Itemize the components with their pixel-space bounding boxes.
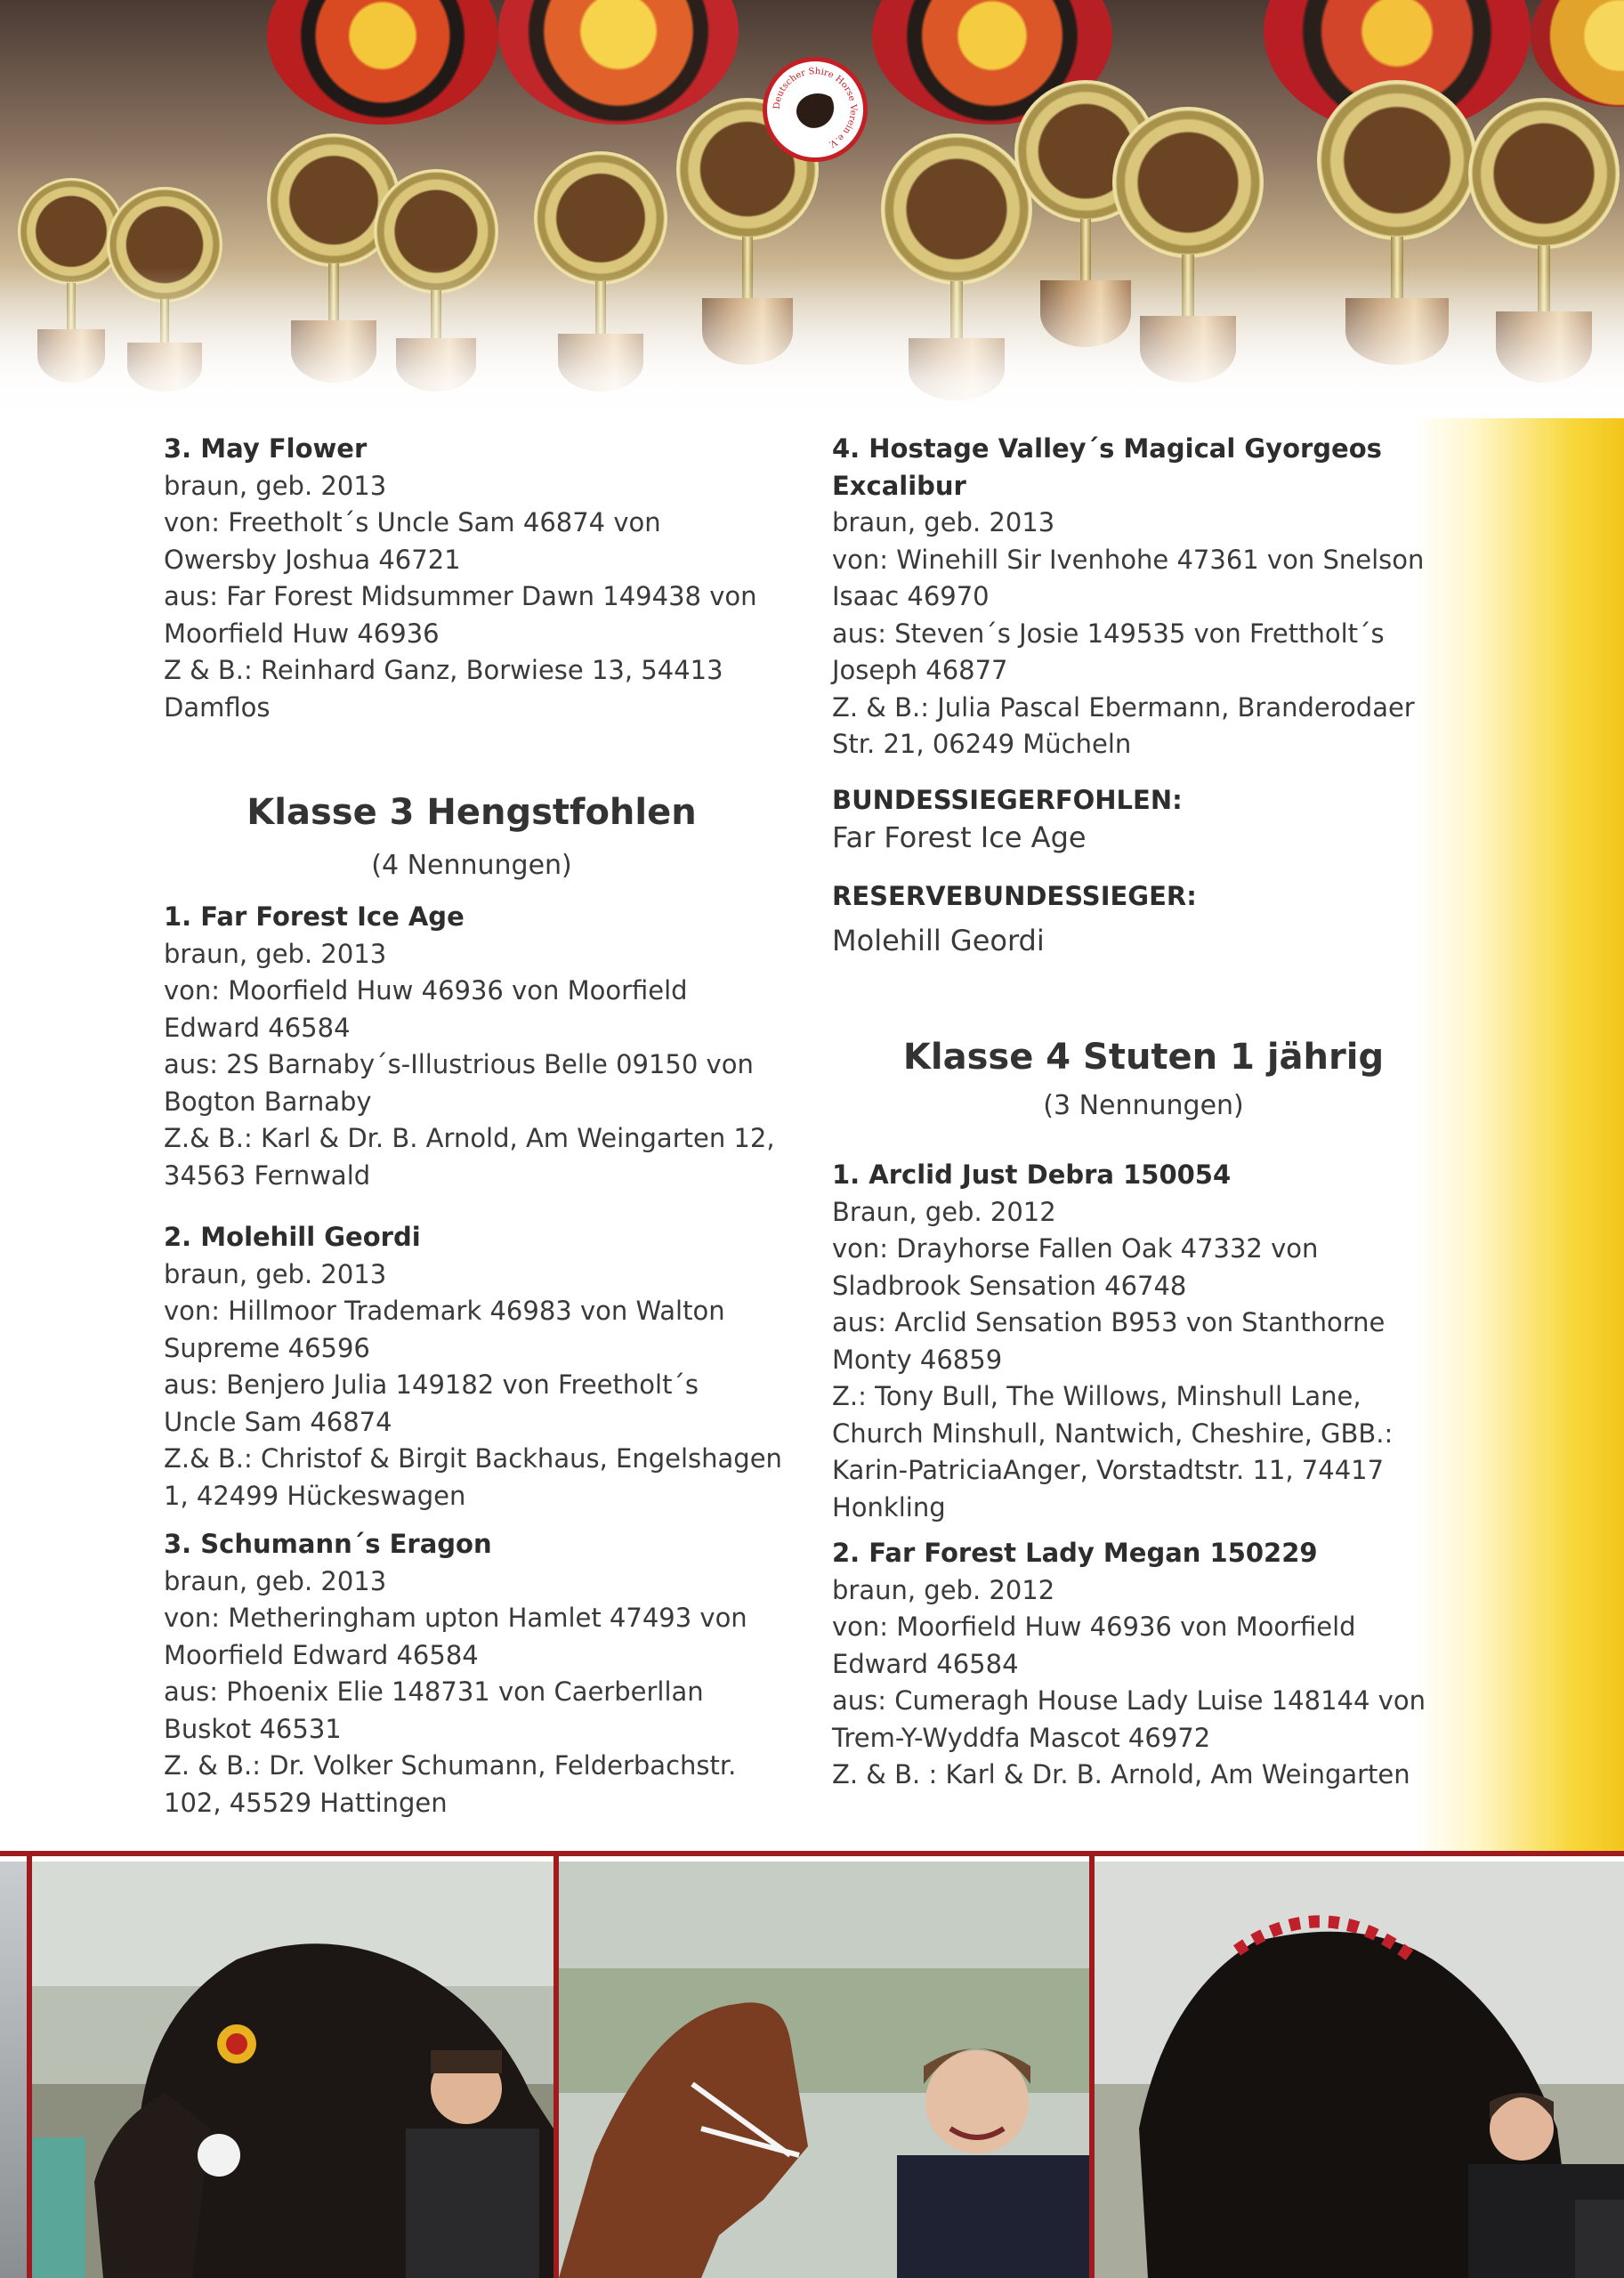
- bundessieger-value: Far Forest Ice Age: [832, 820, 1087, 854]
- entry-line: 102, 45529 Hattingen: [164, 1787, 448, 1818]
- entry-line: aus: 2S Barnaby´s-Illustrious Belle 09150 von: [164, 1049, 754, 1079]
- entry-line: Edward 46584: [164, 1012, 351, 1043]
- photo-foal-handler: [559, 1862, 1089, 2278]
- klasse4-count: (3 Nennungen): [1043, 1090, 1244, 1121]
- entry-title: 1. Far Forest Ice Age: [164, 901, 465, 932]
- rosette-decoration: [267, 0, 498, 125]
- entry-line: aus: Phoenix Elie 148731 von Caerberllan: [164, 1676, 704, 1707]
- entry-line: von: Moorfield Huw 46936 von Moorfield: [164, 975, 688, 1006]
- entry-line: 1, 42499 Hückeswagen: [164, 1480, 466, 1511]
- entry-line: braun, geb. 2013: [832, 507, 1055, 537]
- entry-schumann-eragon: [164, 1526, 804, 1822]
- entry-line: Damflos: [164, 691, 271, 723]
- entry-line: 34563 Fernwald: [164, 1159, 371, 1191]
- entry-line: Z & B.: Reinhard Ganz, Borwiese 13, 54413: [164, 655, 723, 685]
- entry-line: Honkling: [832, 1491, 946, 1523]
- entry-line: aus: Arclid Sensation B953 von Stanthorne: [832, 1307, 1386, 1337]
- entry-line: Uncle Sam 46874: [164, 1406, 392, 1437]
- entry-line: aus: Benjero Julia 149182 von Freetholt´s: [164, 1369, 699, 1400]
- entry-line: Z.& B.: Karl & Dr. B. Arnold, Am Weingarten 12,: [164, 1123, 775, 1153]
- entry-line: Trem-Y-Wyddfa Mascot 46972: [832, 1722, 1211, 1753]
- entry-title: 1. Arclid Just Debra 150054: [832, 1159, 1232, 1190]
- entry-line: Joseph 46877: [832, 655, 1008, 685]
- klasse3-heading: Klasse 3 Hengstfohlen: [246, 792, 697, 833]
- entry-line: Str. 21, 06249 Mücheln: [832, 729, 1132, 759]
- photo-partial-left: [0, 1862, 27, 2278]
- entry-ice-age: [164, 899, 804, 1194]
- club-logo: [763, 57, 868, 162]
- pony-logo-icon: [796, 93, 839, 129]
- entry-line: Z. & B. : Karl & Dr. B. Arnold, Am Weingarten: [832, 1759, 1410, 1789]
- entry-line: von: Metheringham upton Hamlet 47493 von: [164, 1603, 747, 1633]
- entry-arclid-debra: [832, 1157, 1455, 1526]
- entry-line: von: Freetholt´s Uncle Sam 46874 von: [164, 507, 661, 537]
- entry-may-flower: [164, 431, 804, 726]
- entry-line: Z. & B.: Julia Pascal Ebermann, Branderodaer: [832, 691, 1415, 723]
- reserve-value: Molehill Geordi: [832, 924, 1045, 957]
- entry-lady-megan: [832, 1535, 1455, 1794]
- entry-line: Z. & B.: Dr. Volker Schumann, Felderbachstr.: [164, 1750, 737, 1781]
- entry-molehill-geordi: [164, 1219, 804, 1515]
- banner-fade-overlay: [0, 267, 1624, 418]
- entry-line: braun, geb. 2012: [832, 1574, 1055, 1605]
- entry-title: 4. Hostage Valley´s Magical Gyorgeos: [832, 433, 1382, 464]
- entry-line: Edward 46584: [832, 1648, 1019, 1679]
- entry-line: braun, geb. 2013: [164, 1258, 387, 1289]
- entry-line: braun, geb. 2013: [164, 470, 387, 501]
- entry-line: Monty 46859: [832, 1344, 1003, 1375]
- entry-line: Z.& B.: Christof & Birgit Backhaus, Engelshagen: [164, 1443, 782, 1474]
- entry-line: Braun, geb. 2012: [832, 1196, 1056, 1227]
- entry-title: 2. Molehill Geordi: [164, 1222, 421, 1252]
- entry-line: Moorfield Huw 46936: [164, 618, 440, 649]
- trophy-banner-image: [0, 0, 1624, 418]
- entry-line: aus: Far Forest Midsummer Dawn 149438 von: [164, 581, 757, 611]
- entry-title: 2. Far Forest Lady Megan 150229: [832, 1538, 1318, 1568]
- entry-line: braun, geb. 2013: [164, 1565, 387, 1596]
- entry-line: Z.: Tony Bull, The Willows, Minshull Lane,: [832, 1381, 1361, 1411]
- entry-line: Owersby Joshua 46721: [164, 544, 461, 575]
- bundessieger-label: BUNDESSIEGERFOHLEN:: [832, 785, 1183, 815]
- entry-line: aus: Steven´s Josie 149535 von Frettholt´s: [832, 618, 1385, 649]
- entry-title: 3. Schumann´s Eragon: [164, 1529, 492, 1559]
- entry-line: von: Drayhorse Fallen Oak 47332 von: [832, 1233, 1319, 1264]
- entry-line: von: Hillmoor Trademark 46983 von Walton: [164, 1296, 725, 1326]
- reserve-label: RESERVEBUNDESSIEGER:: [832, 881, 1197, 911]
- entry-line: Buskot 46531: [164, 1713, 342, 1744]
- rosette-decoration: [1531, 0, 1624, 107]
- entry-line: von: Moorfield Huw 46936 von Moorfield: [832, 1612, 1356, 1642]
- logo-ring-text-path: Deutscher Shire Horse Verein e.V.: [772, 66, 859, 149]
- photo-shire-horse: [1095, 1862, 1624, 2278]
- entry-line: aus: Cumeragh House Lady Luise 148144 von: [832, 1685, 1426, 1716]
- strip-top-border: [0, 1851, 1624, 1856]
- entry-line: braun, geb. 2013: [164, 938, 387, 969]
- entry-title: Excalibur: [832, 470, 966, 501]
- entry-line: Church Minshull, Nantwich, Cheshire, GBB.:: [832, 1418, 1394, 1449]
- entry-line: Bogton Barnaby: [164, 1086, 372, 1117]
- entry-line: Isaac 46970: [832, 581, 990, 611]
- entry-line: Supreme 46596: [164, 1332, 370, 1363]
- photo-stallion-handler: [32, 1862, 553, 2278]
- entry-title: 3. May Flower: [164, 433, 368, 464]
- klasse3-count: (4 Nennungen): [371, 850, 572, 881]
- entry-line: Sladbrook Sensation 46748: [832, 1270, 1187, 1301]
- entry-line: von: Winehill Sir Ivenhohe 47361 von Snelson: [832, 544, 1425, 575]
- entry-line: Karin-PatriciaAnger, Vorstadtstr. 11, 74417: [832, 1455, 1385, 1485]
- klasse4-heading: Klasse 4 Stuten 1 jährig: [902, 1037, 1385, 1078]
- entry-line: Moorfield Edward 46584: [164, 1639, 479, 1670]
- entry-hostage-valley: [832, 431, 1455, 763]
